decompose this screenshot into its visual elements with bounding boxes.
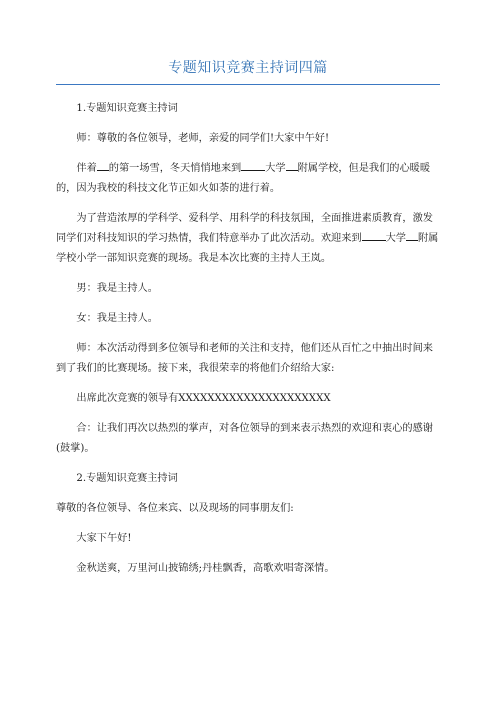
text-fragment: 为了营造浓厚的学科学、爱科学、用科学的科技氛围，全面推进素质教育，激发同学们对科技知识的学习热情，我们特意举办了此次活动。欢迎来到 [56, 213, 433, 244]
paragraph-leaders: 出席此次竞赛的领导有XXXXXXXXXXXXXXXXXXXXX [76, 393, 331, 404]
paragraph-purpose [56, 209, 440, 269]
paragraph-salutation: 尊敬的各位领导、各位来宾、以及现场的同事朋友们: [56, 503, 294, 514]
paragraph-male-host: 男：我是主持人。 [76, 283, 158, 294]
text-fragment: 附属学校小学一部知识竞赛的现场。我是本次比赛的主持人王岚。 [56, 233, 439, 264]
text-fragment: 的第一场雪，冬天悄悄地来到 [108, 163, 242, 174]
paragraph-applause: 合：让我们再次以热烈的掌声，对各位领导的到来表示热烈的欢迎和衷心的感谢(鼓掌)。 [56, 423, 433, 454]
section-1-heading: 1.专题知识竞赛主持词 [76, 103, 178, 114]
text-fragment: 大学 [265, 163, 286, 174]
fill-blank [362, 230, 386, 241]
paragraph-good-afternoon: 大家下午好! [76, 533, 132, 544]
paragraph-first-snow [56, 159, 440, 199]
section-2-heading: 2.专题知识竞赛主持词 [76, 473, 178, 484]
paragraph-greeting: 师：尊敬的各位领导，老师，亲爱的同学们!大家中午好! [76, 133, 330, 144]
paragraph-introduction: 师：本次活动得到多位领导和老师的关注和支持，他们还从百忙之中抽出时间来到了我们的比赛现场。接下来，我很荣幸的将他们介绍给大家: [56, 343, 433, 374]
fill-blank [406, 230, 418, 241]
paragraph-female-host: 女：我是主持人。 [76, 313, 158, 324]
text-fragment: 伴着 [76, 163, 97, 174]
text-fragment: 大学 [385, 233, 406, 244]
fill-blank [241, 160, 265, 171]
document-title: 专题知识竞赛主持词四篇 [168, 60, 328, 76]
paragraph-autumn: 金秋送爽，万里河山披锦绣;丹桂飘香，高歌欢唱寄深情。 [76, 563, 335, 574]
text-fragment: 附属学校，但是我们的心暖暖的，因为我校的科技文化节正如火如荼的进行着。 [56, 163, 431, 194]
title-divider [56, 84, 440, 85]
fill-blank [286, 160, 298, 171]
fill-blank [97, 160, 109, 171]
